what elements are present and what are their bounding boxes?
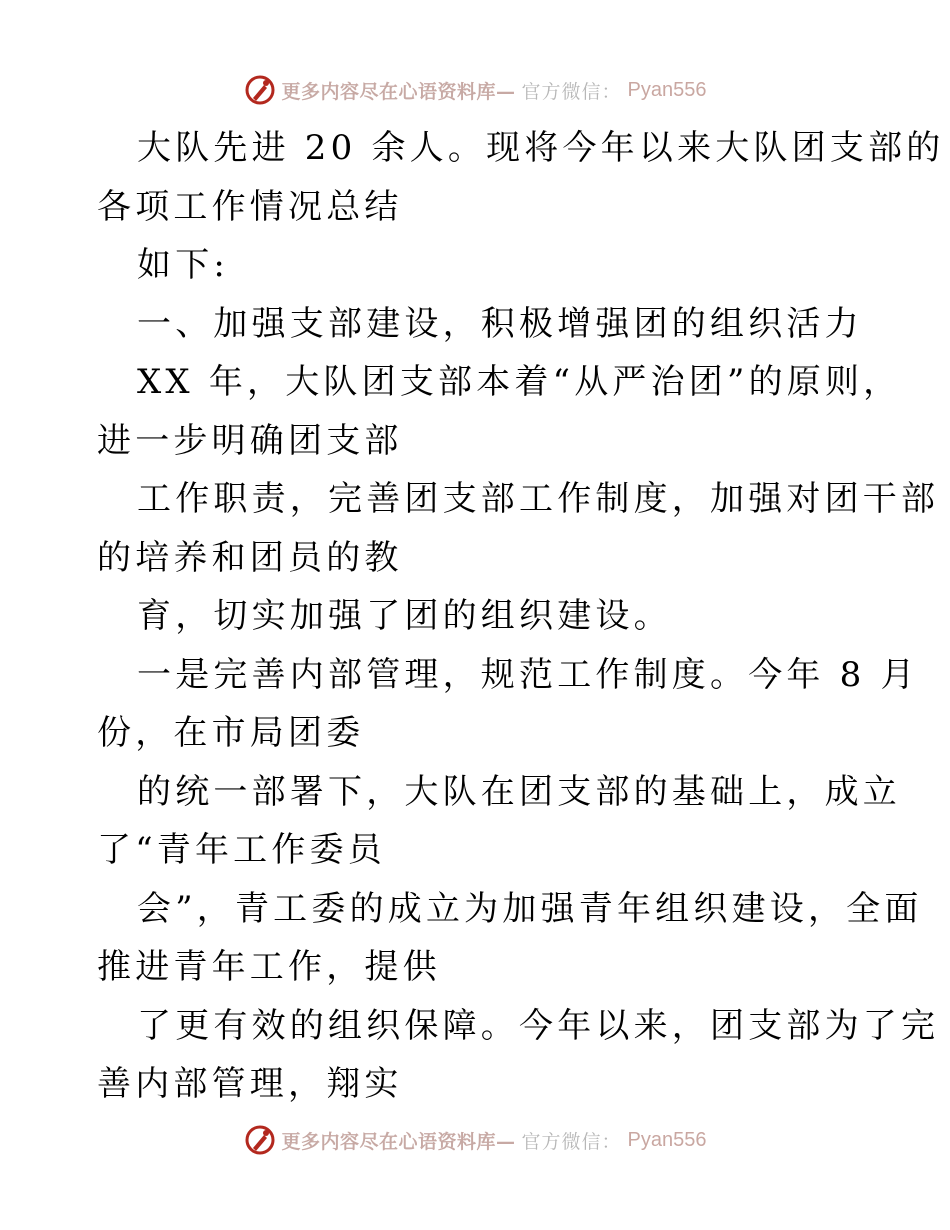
watermark-account: Pyan556 bbox=[627, 78, 707, 101]
watermark-site-text: 更多内容尽在心语资料库— bbox=[281, 1130, 516, 1153]
pen-circle-logo-icon bbox=[244, 1124, 276, 1156]
body-line: 会”，青工委的成立为加强青年组织建设，全面 bbox=[137, 888, 923, 929]
watermark-official-label: 官方微信： bbox=[521, 1130, 622, 1153]
body-line: 各项工作情况总结 bbox=[97, 186, 403, 227]
body-line: 如下: bbox=[137, 245, 230, 285]
body-line: 大队先进 20 余人。现将今年以来大队团支部的 bbox=[137, 128, 945, 168]
body-line: XX 年，大队团支部本着“从严治团”的原则， bbox=[137, 362, 902, 402]
body-line: 了更有效的组织保障。今年以来，团支部为了完 bbox=[137, 1005, 940, 1046]
body-line: 善内部管理，翔实 bbox=[97, 1064, 403, 1104]
body-line: 推进青年工作，提供 bbox=[97, 947, 441, 987]
body-line: 份，在市局团委 bbox=[97, 713, 365, 753]
header-watermark bbox=[0, 70, 950, 110]
section-heading: 一、加强支部建设，积极增强团的组织活力 bbox=[137, 303, 863, 344]
footer-watermark bbox=[0, 1120, 950, 1160]
document-body bbox=[97, 119, 945, 1114]
watermark-site-text: 更多内容尽在心语资料库— bbox=[281, 80, 516, 103]
body-line: 育，切实加强了团的组织建设。 bbox=[137, 596, 672, 636]
watermark-official-label: 官方微信： bbox=[521, 80, 622, 103]
body-line: 了“青年工作委员 bbox=[97, 830, 386, 870]
body-line: 一是完善内部管理，规范工作制度。今年 8 月 bbox=[137, 654, 919, 695]
body-line: 的培养和团员的教 bbox=[97, 537, 403, 578]
body-line: 工作职责，完善团支部工作制度，加强对团干部 bbox=[137, 479, 940, 519]
body-line: 进一步明确团支部 bbox=[97, 420, 403, 461]
watermark-account: Pyan556 bbox=[627, 1128, 707, 1151]
pen-circle-logo-icon bbox=[244, 74, 276, 106]
body-line: 的统一部署下，大队在团支部的基础上，成立 bbox=[137, 771, 901, 812]
